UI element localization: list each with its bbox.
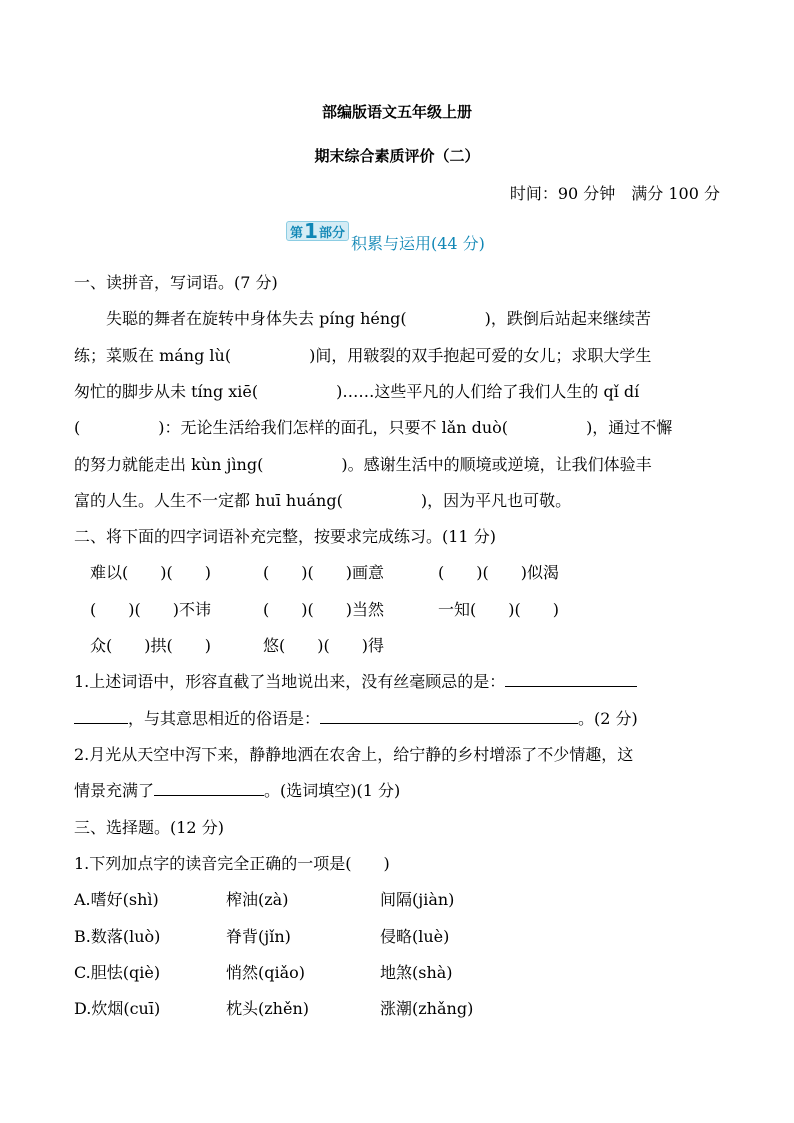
q1-line-4: ( )：无论生活给我们怎样的面孔，只要不 lǎn duò( )，通过不懈 [74, 418, 673, 437]
option-d-word2: 枕头(zhěn) [226, 999, 309, 1018]
idiom-item[interactable]: 一知( )( ) [438, 600, 559, 619]
part-badge-prefix: 第 [290, 225, 304, 241]
q3-stem: 1.下列加点字的读音完全正确的一项是( ) [74, 854, 390, 873]
q1-line-6: 富的人生。人生不一定都 huī huáng( )，因为平凡也可敬。 [74, 491, 572, 510]
option-c[interactable]: C.胆怯(qiè) [74, 963, 161, 982]
part-badge-suffix: 部分 [318, 225, 345, 241]
page-subtitle: 期末综合素质评价（二） [314, 147, 480, 165]
part-badge [286, 221, 349, 241]
part-title: 积累与运用(44 分) [350, 234, 485, 253]
option-a[interactable]: A.嗜好(shì) [74, 890, 159, 909]
q1-line-3: 匆忙的脚步从未 tíng xiē( )……这些平凡的人们给了我们人生的 qǐ dí [74, 382, 640, 401]
exam-meta: 时间：90 分钟 满分 100 分 [509, 184, 720, 203]
idiom-item[interactable]: ( )( )画意 [263, 563, 384, 582]
q1-line-5: 的努力就能走出 kùn jìng( )。感谢生活中的顺境或逆境，让我们体验丰 [74, 455, 652, 474]
idiom-item[interactable]: 悠( )( )得 [263, 636, 384, 655]
answer-underline[interactable] [320, 711, 578, 724]
q2-sub1-line1: 1.上述词语中，形容直截了当地说出来，没有丝毫顾忌的是： [74, 669, 724, 692]
idiom-item[interactable]: 难以( )( ) [90, 563, 211, 582]
part-header [286, 219, 485, 253]
answer-underline[interactable] [505, 674, 637, 687]
q2-heading: 二、将下面的四字词语补充完整，按要求完成练习。(11 分) [74, 527, 496, 546]
q1-line-1: 失聪的舞者在旋转中身体失去 píng héng( )，跌倒后站起来继续苦 [106, 309, 651, 328]
part-badge-number: 1 [304, 219, 318, 243]
q2-sub1-line2: ，与其意思相近的俗语是： 。(2 分) [74, 706, 724, 729]
page-title: 部编版语文五年级上册 [321, 103, 472, 121]
idiom-item[interactable]: ( )( )不讳 [90, 600, 211, 619]
option-a-word2: 榨油(zà) [226, 890, 289, 909]
option-a-word3: 间隔(jiàn) [380, 890, 455, 909]
idiom-item[interactable]: ( )( )当然 [263, 600, 384, 619]
option-d[interactable]: D.炊烟(cuī) [74, 999, 161, 1018]
idiom-item[interactable]: 众( )拱( ) [90, 636, 211, 655]
answer-underline[interactable] [154, 783, 264, 796]
q2-sub2-line2: 情景充满了 。(选词填空)(1 分) [74, 781, 401, 800]
option-b[interactable]: B.数落(luò) [74, 927, 161, 946]
q3-heading: 三、选择题。(12 分) [74, 818, 224, 837]
option-b-word3: 侵略(luè) [380, 927, 450, 946]
q1-line-2: 练；菜贩在 máng lù( )间，用皲裂的双手抱起可爱的女儿；求职大学生 [74, 346, 652, 365]
idiom-item[interactable]: ( )( )似渴 [438, 563, 559, 582]
option-b-word2: 脊背(jǐn) [226, 927, 291, 946]
q1-heading: 一、读拼音，写词语。(7 分) [74, 273, 278, 292]
option-d-word3: 涨潮(zhǎng) [380, 999, 474, 1018]
answer-underline[interactable] [74, 711, 128, 724]
q2-sub2-line1: 2.月光从天空中泻下来，静静地洒在农舍上，给宁静的乡村增添了不少情趣，这 [74, 745, 634, 764]
option-c-word3: 地煞(shà) [380, 963, 453, 982]
option-c-word2: 悄然(qiǎo) [226, 963, 306, 982]
